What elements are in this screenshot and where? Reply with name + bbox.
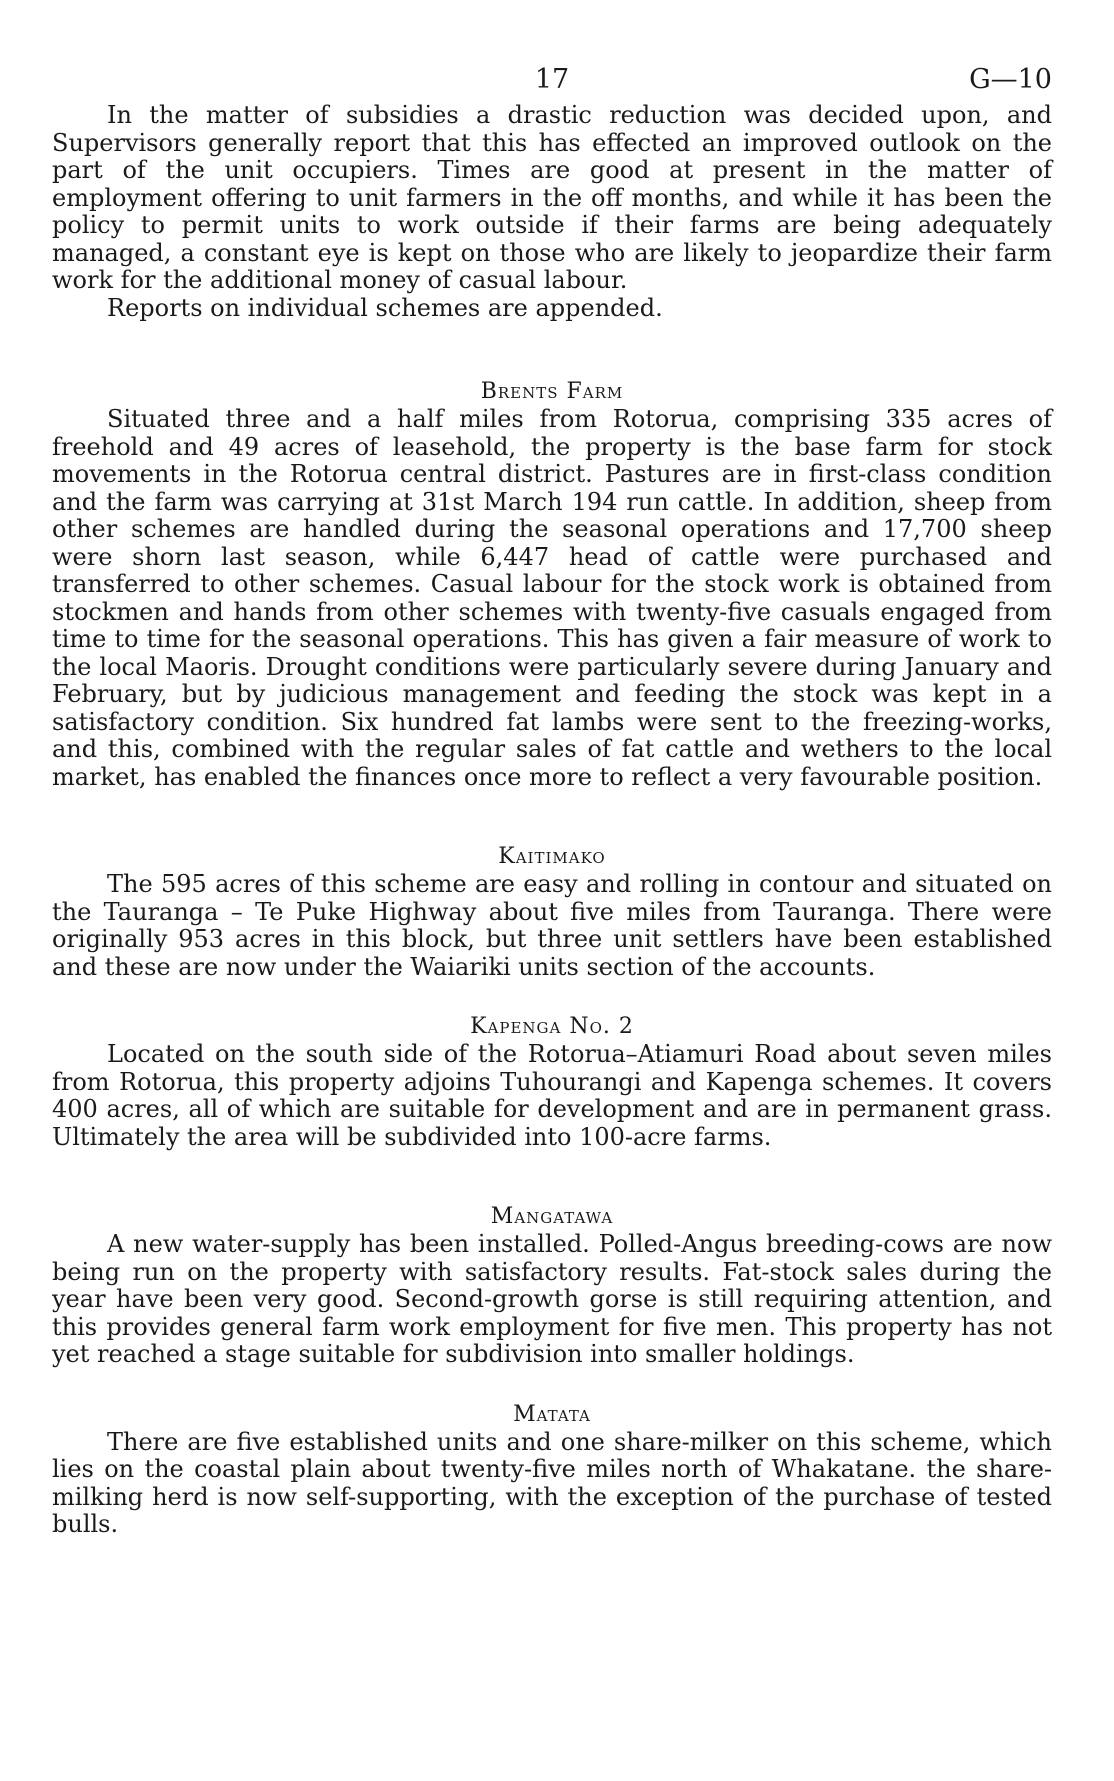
- page-number: 17: [534, 64, 570, 95]
- section-heading: Kapenga No. 2: [470, 1014, 634, 1039]
- section-heading: Mangatawa: [490, 1204, 614, 1229]
- section-kapenga-no-2: [52, 1013, 1052, 1151]
- page-header: [52, 58, 1052, 102]
- section-body: There are five established units and one share-milker on this scheme, which lies on the coastal plain about twenty-five miles north of Whakatane. the share-milking herd is now self-supporting, with the exception of the purchase of tested bulls.: [52, 1427, 1052, 1538]
- section-kaitimako: [52, 843, 1052, 981]
- section-body: A new water-supply has been installed. Polled-Angus breeding-cows are now being run on the property with satisfactory results. Fat-stock sales during the year have been very good. Second-growth gorse is still requiring attention, and this provides general farm work employment for five men. This property has not yet reached a stage suitable for subdivision into smaller holdings.: [52, 1230, 1052, 1368]
- document-reference: G—10: [969, 64, 1052, 95]
- section-heading: Matata: [513, 1401, 591, 1427]
- section-mangatawa: [52, 1203, 1052, 1369]
- document-page: [52, 58, 1052, 1539]
- section-brents-farm: [52, 378, 1052, 791]
- section-body: Located on the south side of the Rotorua–Atiamuri Road about seven miles from Rotorua, this property adjoins Tuhourangi and Kapenga schemes. It covers 400 acres, all of which are suitable for development and are in permanent grass. Ultimately the area will be subdivided into 100-acre farms.: [52, 1040, 1052, 1151]
- section-matata: [52, 1401, 1052, 1539]
- section-body: The 595 acres of this scheme are easy and rolling in contour and situated on the Tauranga – Te Puke Highway about five miles from Tauranga. There were originally 953 acres in this block, but three unit settlers have been established and these are now under the Waiariki units section of the accounts.: [52, 870, 1052, 981]
- section-body: Situated three and a half miles from Rotorua, comprising 335 acres of freehold and 49 acres of leasehold, the property is the base farm for stock movements in the Rotorua central district. Pastures are in first-class condition and the farm was carrying at 31st March 194 run cattle. In addition, sheep from other schemes are handled during the seasonal operations and 17,700 sheep were shorn last season, while 6,447 head of cattle were purchased and transferred to other schemes. Casual labour for the stock work is obtained from stockmen and hands from other schemes with twenty-five casuals engaged from time to time for the seasonal operations. This has given a fair measure of work to the local Maoris. Drought conditions were particularly severe during January and February, but by judicious management and feeding the stock was kept in a satisfactory condition. Six hundred fat lambs were sent to the freezing-works, and this, combined with the regular sales of fat cattle and wethers to the local market, has enabled the finances once more to reflect a very favourable position.: [52, 405, 1052, 791]
- section-heading: Brents Farm: [480, 379, 624, 404]
- section-heading: Kaitimako: [498, 844, 606, 869]
- intro-paragraph: In the matter of subsidies a drastic reduction was decided upon, and Supervisors generally report that this has effected an improved outlook on the part of the unit occupiers. Times are good at present in the matter of employment offering to unit farmers in the off months, and while it has been the policy to permit units to work outside if their farms are being adequately managed, a constant eye is kept on those who are likely to jeopardize their farm work for the additional money of casual labour.: [52, 101, 1052, 294]
- intro-paragraph-reports: Reports on individual schemes are appended.: [107, 293, 663, 322]
